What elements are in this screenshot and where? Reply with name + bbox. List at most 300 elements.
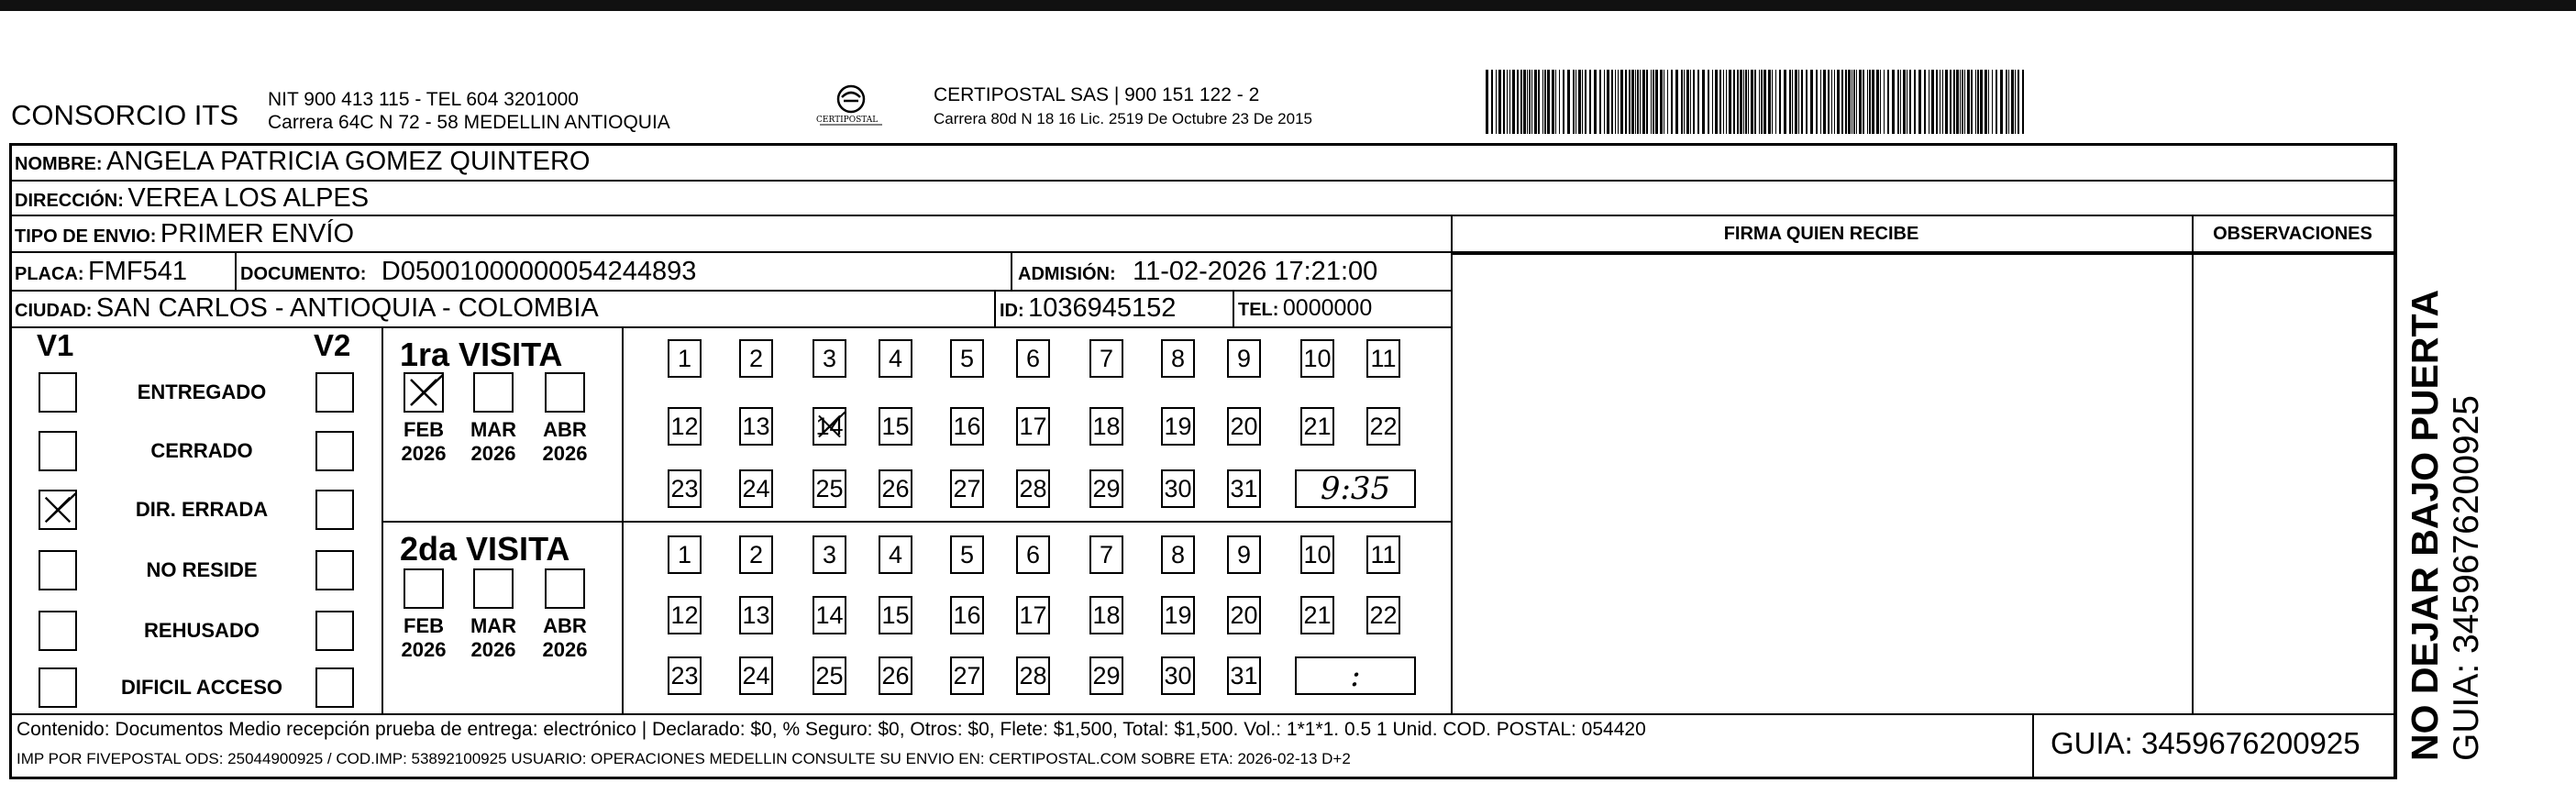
tel-label: TEL: (1238, 300, 1279, 320)
barcode-bar (1914, 70, 1916, 134)
barcode-bar (1967, 70, 1970, 134)
documento-label: DOCUMENTO: (240, 264, 367, 284)
barcode-bar (1635, 70, 1636, 134)
day-box[interactable]: 16 (950, 596, 984, 634)
day-box[interactable]: 22 (1366, 596, 1400, 634)
barcode-bar (1784, 70, 1786, 134)
tipo-envio-value: PRIMER ENVÍO (160, 219, 355, 248)
barcode-bar (1547, 70, 1550, 134)
barcode-bar (1529, 70, 1531, 134)
barcode-bar (1743, 70, 1744, 134)
barcode-bar (1660, 70, 1663, 134)
barcode-bar (1887, 70, 1889, 134)
barcode-bar (1604, 70, 1605, 134)
barcode-bar (1980, 70, 1983, 134)
barcode-bar (1585, 70, 1587, 134)
barcode-bar (1942, 70, 1943, 134)
barcode-bar (1751, 70, 1753, 134)
barcode-bar (1567, 70, 1570, 134)
barcode (1486, 70, 2217, 134)
nombre-label: NOMBRE: (15, 154, 103, 174)
barcode-bar (1936, 70, 1938, 134)
barcode-bar (1740, 70, 1742, 134)
placa-label: PLACA: (15, 264, 84, 284)
barcode-bar (1618, 70, 1619, 134)
day-box[interactable]: 16 (950, 407, 984, 446)
company-address-line: Carrera 64C N 72 - 58 MEDELLIN ANTIOQUIA (268, 112, 670, 133)
placa-value: FMF541 (88, 257, 187, 286)
barcode-bar (1820, 70, 1821, 134)
certipostal-nit-line: CERTIPOSTAL SAS | 900 151 122 - 2 (934, 84, 1260, 105)
day-box[interactable]: 5 (950, 339, 984, 378)
barcode-bar (1779, 70, 1781, 134)
day-box[interactable]: 29 (1089, 469, 1123, 508)
barcode-bar (2006, 70, 2007, 134)
col-divider (381, 326, 383, 713)
v2-checkbox[interactable] (315, 372, 354, 413)
month-label: ABR (543, 614, 587, 637)
day-box[interactable]: 7 (1089, 535, 1123, 574)
barcode-bar (1837, 70, 1840, 134)
barcode-bar (1527, 70, 1528, 134)
row-divider (1451, 253, 2397, 255)
nombre-value: ANGELA PATRICIA GOMEZ QUINTERO (106, 147, 591, 176)
barcode-bar (1496, 70, 1497, 134)
day-box[interactable]: 7 (1089, 339, 1123, 378)
nombre-row (15, 147, 590, 177)
day-box[interactable]: 18 (1089, 407, 1123, 446)
first-visit-title: 1ra VISITA (400, 336, 563, 373)
month-label: ABR (543, 418, 587, 441)
barcode-bar (1582, 70, 1583, 134)
barcode-bar (2022, 70, 2024, 134)
footer-print-line: IMP POR FIVEPOSTAL ODS: 25044900925 / COD.IMP: 53892100925 USUARIO: OPERACIONES MEDELLIN CONSULTE SU ENVIO EN: CERTIPOSTAL.COM SOBRE ETA: 2026-02-13 D+2 (17, 750, 1351, 767)
barcode-bar (1646, 70, 1648, 134)
barcode-bar (2011, 70, 2014, 134)
day-box[interactable]: 24 (739, 656, 773, 695)
barcode-bar (1859, 70, 1862, 134)
day-box[interactable]: 11 (1366, 535, 1400, 574)
barcode-bar (1693, 70, 1695, 134)
barcode-bar (1631, 70, 1634, 134)
barcode-bar (1869, 70, 1871, 134)
day-box[interactable]: 10 (1300, 535, 1334, 574)
day-box[interactable]: 5 (950, 535, 984, 574)
barcode-bar (1801, 70, 1803, 134)
month-year: 2026 (542, 442, 588, 465)
status-label: ENTREGADO (137, 380, 267, 403)
day-box[interactable]: 4 (879, 339, 912, 378)
day-box[interactable]: 17 (1016, 596, 1050, 634)
barcode-bar (1964, 70, 1965, 134)
status-label: DIFICIL ACCESO (120, 676, 282, 699)
day-box[interactable]: 14 (813, 596, 846, 634)
barcode-bar (1876, 70, 1879, 134)
barcode-bar (1629, 70, 1631, 134)
month-label: FEB (404, 418, 444, 441)
barcode-bar (1573, 70, 1575, 134)
logo-text: CERTIPOSTAL (816, 116, 879, 125)
barcode-bar (1637, 70, 1639, 134)
barcode-bar (1708, 70, 1709, 134)
direccion-label: DIRECCIÓN: (15, 191, 124, 211)
barcode-bar (1737, 70, 1739, 134)
month-checkbox[interactable] (404, 372, 444, 413)
day-box[interactable]: 23 (668, 469, 702, 508)
id-cell (1000, 293, 1176, 324)
day-box[interactable]: 27 (950, 656, 984, 695)
barcode-bar (1671, 70, 1673, 134)
day-box[interactable]: 22 (1366, 407, 1400, 446)
barcode-bar (1903, 70, 1906, 134)
v2-checkbox[interactable] (315, 611, 354, 651)
barcode-bar (1828, 70, 1830, 134)
barcode-bar (1988, 70, 1989, 134)
day-box[interactable]: 8 (1161, 339, 1195, 378)
barcode-bar (1620, 70, 1623, 134)
barcode-bar (1806, 70, 1808, 134)
barcode-bar (1653, 70, 1654, 134)
day-box[interactable]: 19 (1161, 407, 1195, 446)
barcode-bar (1544, 70, 1546, 134)
footer-content-line: Contenido: Documentos Medio recepción prueba de entrega: electrónico | Declarado: $0, % Seguro: $0, Otros: $0, Flete: $1,500, Total: $1,500. Vol.: 1*1*1. 0.5 1 Unid. COD. POSTAL: 054420 (17, 719, 1646, 740)
barcode-bar (1675, 70, 1678, 134)
barcode-bar (1754, 70, 1756, 134)
barcode-bar (1810, 70, 1813, 134)
barcode-bar (1892, 70, 1895, 134)
barcode-bar (1729, 70, 1731, 134)
barcode-bar (1538, 70, 1540, 134)
barcode-bar (1759, 70, 1760, 134)
day-box[interactable]: 20 (1227, 596, 1261, 634)
day-box[interactable]: 31 (1227, 469, 1261, 508)
barcode-bar (1509, 70, 1510, 134)
row-divider (9, 290, 1451, 292)
barcode-bar (1768, 70, 1771, 134)
month-year: 2026 (401, 442, 447, 465)
barcode-bar (1748, 70, 1749, 134)
barcode-bar (1745, 70, 1747, 134)
barcode-bar (1996, 70, 1997, 134)
certipostal-logo (814, 83, 888, 138)
day-box[interactable]: 20 (1227, 407, 1261, 446)
day-box[interactable]: 11 (1366, 339, 1400, 378)
time-box[interactable]: : (1295, 656, 1416, 695)
barcode-bar (2015, 70, 2016, 134)
day-box[interactable]: 24 (739, 469, 773, 508)
barcode-bar (1918, 70, 1921, 134)
barcode-bar (2018, 70, 2019, 134)
barcode-bar (1763, 70, 1766, 134)
day-box[interactable]: 12 (668, 407, 702, 446)
barcode-bar (1867, 70, 1868, 134)
barcode-bar (1655, 70, 1658, 134)
barcode-bar (1872, 70, 1874, 134)
v1-checkbox[interactable] (39, 431, 77, 471)
barcode-bar (1523, 70, 1526, 134)
barcode-bar (1775, 70, 1776, 134)
day-box[interactable]: 26 (879, 656, 912, 695)
day-box[interactable]: 18 (1089, 596, 1123, 634)
barcode-bar (1897, 70, 1899, 134)
v2-checkbox[interactable] (315, 550, 354, 590)
month-checkbox[interactable] (404, 568, 444, 609)
barcode-bar (1486, 70, 1488, 134)
admision-label: ADMISIÓN: (1018, 264, 1116, 284)
admision-value: 11-02-2026 17:21:00 (1133, 257, 1378, 286)
day-box[interactable]: 1 (668, 339, 702, 378)
barcode-bar (1684, 70, 1685, 134)
tipo-envio-label: TIPO DE ENVIO: (15, 226, 157, 247)
barcode-bar (1625, 70, 1627, 134)
barcode-bar (1900, 70, 1901, 134)
day-box[interactable]: 14 (813, 407, 846, 446)
barcode-bar (1863, 70, 1864, 134)
day-box[interactable]: 31 (1227, 656, 1261, 695)
day-box[interactable]: 25 (813, 656, 846, 695)
firma-label: FIRMA QUIEN RECIBE (1723, 224, 1919, 244)
day-box[interactable]: 6 (1016, 339, 1050, 378)
v1-checkbox[interactable] (39, 550, 77, 590)
day-cross-mark (814, 409, 845, 444)
barcode-bar (1953, 70, 1955, 134)
day-box[interactable]: 4 (879, 535, 912, 574)
company-name: CONSORCIO ITS (11, 99, 239, 131)
row-divider (9, 713, 2397, 715)
barcode-bar (1507, 70, 1508, 134)
col-divider (1011, 253, 1012, 290)
barcode-bar (1956, 70, 1959, 134)
barcode-bar (1795, 70, 1797, 134)
v2-header: V2 (314, 328, 351, 362)
day-box[interactable]: 29 (1089, 656, 1123, 695)
v1-checkbox[interactable] (39, 372, 77, 413)
day-box[interactable]: 12 (668, 596, 702, 634)
month-label: FEB (404, 614, 444, 637)
barcode-bar (2008, 70, 2009, 134)
barcode-bar (1960, 70, 1961, 134)
barcode-bar (1681, 70, 1683, 134)
status-label: REHUSADO (144, 619, 260, 642)
barcode-bar (1555, 70, 1556, 134)
barcode-bar (1531, 70, 1532, 134)
month-checkbox[interactable] (473, 568, 514, 609)
documento-value: D05001000000054244893 (381, 257, 697, 286)
barcode-bar (1589, 70, 1591, 134)
day-box[interactable]: 30 (1161, 469, 1195, 508)
barcode-bar (1975, 70, 1976, 134)
v1-header: V1 (37, 328, 74, 362)
month-checkbox[interactable] (545, 372, 585, 413)
v1-checkbox[interactable] (39, 667, 77, 708)
v2-checkbox[interactable] (315, 667, 354, 708)
day-box[interactable]: 10 (1300, 339, 1334, 378)
barcode-bar (1702, 70, 1705, 134)
month-checkbox[interactable] (473, 372, 514, 413)
col-divider (2192, 216, 2194, 713)
barcode-bar (1640, 70, 1641, 134)
certipostal-address-line: Carrera 80d N 18 16 Lic. 2519 De Octubre 23 De 2015 (934, 110, 1312, 127)
day-box[interactable]: 28 (1016, 469, 1050, 508)
second-visit-title: 2da VISITA (400, 530, 570, 568)
barcode-bar (1848, 70, 1851, 134)
day-box[interactable]: 3 (813, 339, 846, 378)
v2-checkbox[interactable] (315, 490, 354, 530)
month-year: 2026 (470, 442, 516, 465)
ciudad-value: SAN CARLOS - ANTIOQUIA - COLOMBIA (95, 293, 599, 323)
placa-cell (15, 257, 187, 287)
day-box[interactable]: 21 (1300, 596, 1334, 634)
barcode-bar (1498, 70, 1501, 134)
month-year: 2026 (401, 638, 447, 661)
barcode-bar (1563, 70, 1564, 134)
col-divider (2032, 713, 2034, 779)
v1-checkbox[interactable] (39, 611, 77, 651)
barcode-bar (1924, 70, 1926, 134)
barcode-bar (1607, 70, 1609, 134)
barcode-bar (1575, 70, 1576, 134)
observaciones-label: OBSERVACIONES (2213, 224, 2372, 244)
row-divider (381, 521, 1451, 523)
barcode-bar (1512, 70, 1515, 134)
day-box[interactable]: 15 (879, 407, 912, 446)
top-border (0, 0, 2576, 11)
day-box[interactable]: 3 (813, 535, 846, 574)
footer-guia: GUIA: 3459676200925 (2051, 726, 2360, 760)
month-label: MAR (470, 614, 517, 637)
col-divider (235, 253, 237, 290)
day-box[interactable]: 19 (1161, 596, 1195, 634)
day-box[interactable]: 28 (1016, 656, 1050, 695)
day-box[interactable]: 13 (739, 407, 773, 446)
barcode-bar (1845, 70, 1847, 134)
barcode-bar (1772, 70, 1773, 134)
barcode-bar (2000, 70, 2003, 134)
barcode-bar (1856, 70, 1857, 134)
barcode-bar (1690, 70, 1691, 134)
direccion-row (15, 183, 369, 214)
barcode-bar (1726, 70, 1727, 134)
barcode-bar (1798, 70, 1799, 134)
barcode-bar (1491, 70, 1493, 134)
barcode-bar (1534, 70, 1537, 134)
barcode-bar (1642, 70, 1645, 134)
status-label: DIR. ERRADA (135, 498, 269, 521)
admision-cell (1018, 257, 1377, 287)
status-label: NO RESIDE (146, 558, 258, 581)
barcode-bar (1611, 70, 1613, 134)
barcode-bar (1520, 70, 1522, 134)
day-box[interactable]: 17 (1016, 407, 1050, 446)
barcode-bar (1667, 70, 1668, 134)
barcode-bar (1719, 70, 1721, 134)
barcode-bar (1599, 70, 1601, 134)
col-divider (1451, 216, 1453, 713)
day-box[interactable]: 25 (813, 469, 846, 508)
row-divider (9, 326, 1451, 328)
barcode-bar (1945, 70, 1948, 134)
barcode-bar (1651, 70, 1652, 134)
company-info (268, 88, 670, 134)
barcode-bar (1517, 70, 1519, 134)
day-box[interactable]: 6 (1016, 535, 1050, 574)
month-year: 2026 (542, 638, 588, 661)
row-divider (9, 180, 2397, 182)
barcode-bar (1992, 70, 1993, 134)
barcode-bar (1880, 70, 1881, 134)
tel-value: 0000000 (1282, 295, 1373, 321)
barcode-bar (1712, 70, 1713, 134)
day-box[interactable]: 8 (1161, 535, 1195, 574)
day-box[interactable]: 2 (739, 535, 773, 574)
day-box[interactable]: 9 (1227, 535, 1261, 574)
col-divider (994, 290, 996, 326)
status-label: CERRADO (150, 439, 253, 462)
v2-checkbox[interactable] (315, 431, 354, 471)
barcode-bar (1831, 70, 1832, 134)
barcode-bar (1985, 70, 1987, 134)
day-box[interactable]: 9 (1227, 339, 1261, 378)
col-divider (2394, 143, 2395, 779)
barcode-bar (1686, 70, 1689, 134)
time-box[interactable]: 9:35 (1295, 469, 1416, 508)
month-checkbox[interactable] (545, 568, 585, 609)
barcode-bar (1542, 70, 1543, 134)
barcode-bar (1503, 70, 1505, 134)
day-box[interactable]: 1 (668, 535, 702, 574)
row-divider (9, 215, 2397, 216)
barcode-bar (1950, 70, 1951, 134)
barcode-bar (1853, 70, 1855, 134)
day-box[interactable]: 26 (879, 469, 912, 508)
month-year: 2026 (470, 638, 516, 661)
day-box[interactable]: 13 (739, 596, 773, 634)
day-box[interactable]: 2 (739, 339, 773, 378)
id-value: 1036945152 (1028, 293, 1177, 323)
direccion-value: VEREA LOS ALPES (127, 183, 370, 213)
day-box[interactable]: 27 (950, 469, 984, 508)
barcode-bar (1841, 70, 1843, 134)
barcode-bar (1931, 70, 1934, 134)
barcode-bar (1884, 70, 1885, 134)
barcode-bar (1971, 70, 1973, 134)
day-box[interactable]: 30 (1161, 656, 1195, 695)
day-box[interactable]: 23 (668, 656, 702, 695)
barcode-bar (1816, 70, 1818, 134)
v1-checkbox[interactable] (39, 490, 77, 530)
tel-cell (1238, 295, 1372, 322)
company-nit-line: NIT 900 413 115 - TEL 604 3201000 (268, 89, 579, 110)
ciudad-cell (15, 293, 599, 324)
col-divider (622, 326, 624, 713)
id-label: ID: (1000, 301, 1024, 321)
barcode-bar (1578, 70, 1581, 134)
col-divider (1233, 290, 1234, 326)
barcode-bar (1823, 70, 1826, 134)
side-guia: GUIA: 3459676200925 (2447, 395, 2486, 761)
barcode-bar (1733, 70, 1735, 134)
barcode-bar (1552, 70, 1554, 134)
day-box[interactable]: 15 (879, 596, 912, 634)
month-label: MAR (470, 418, 517, 441)
day-box[interactable]: 21 (1300, 407, 1334, 446)
ciudad-label: CIUDAD: (15, 301, 93, 321)
barcode-bar (1909, 70, 1911, 134)
tipo-envio-row (15, 219, 354, 249)
barcode-bar (1792, 70, 1793, 134)
barcode-bar (1697, 70, 1699, 134)
barcode-bar (1615, 70, 1616, 134)
